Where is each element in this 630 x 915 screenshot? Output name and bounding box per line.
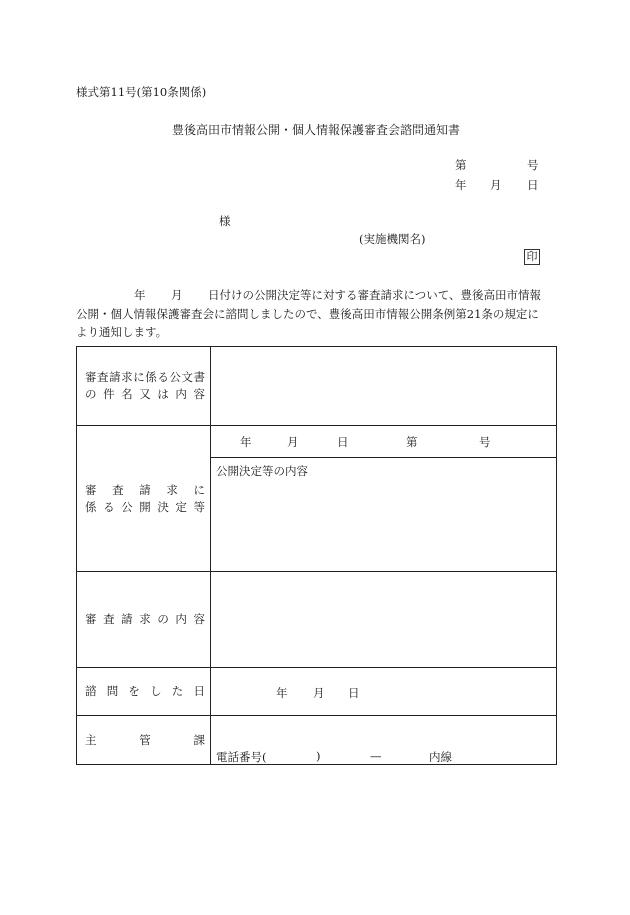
body-year: 年 [134, 288, 146, 302]
label-consultation-date-text: 諮問をした日 [85, 684, 205, 698]
label-document-subject [77, 347, 211, 426]
consultation-day: 日 [348, 685, 360, 700]
notice-table [76, 346, 557, 765]
row-document-subject [77, 347, 557, 426]
extension-label: 内線 [429, 749, 452, 764]
decision-day: 日 [337, 435, 349, 449]
label-disclosure-decision-line1: 審査請求に [85, 482, 205, 497]
body-month: 月 [171, 288, 183, 302]
body-line-1: 日付けの公開決定等に対する審査請求について、豊後高田市情報 [208, 288, 542, 302]
label-document-subject-line2: の件名又は内容 [85, 387, 205, 401]
phone-close-paren: ) [316, 748, 321, 763]
phone-dash: — [370, 748, 382, 763]
addressee-suffix: 様 [219, 214, 231, 228]
decision-year: 年 [240, 435, 252, 449]
row-request-content [77, 572, 557, 668]
decision-date-row[interactable] [211, 426, 556, 458]
number-go: 号 [527, 158, 539, 172]
label-department-text: 主管課 [85, 733, 205, 747]
label-request-content [77, 572, 211, 668]
phone-label: 電話番号( [216, 749, 267, 764]
label-consultation-date [77, 668, 211, 716]
value-document-subject[interactable] [211, 347, 557, 426]
decision-month: 月 [287, 435, 299, 449]
row-disclosure-decision [77, 426, 557, 572]
decision-content-label: 公開決定等の内容 [216, 464, 308, 478]
form-number: 様式第11号(第10条関係) [76, 85, 207, 99]
label-department [77, 716, 211, 765]
decision-go: 号 [479, 435, 491, 449]
number-dai: 第 [455, 158, 467, 172]
date-day: 日 [527, 178, 539, 192]
body-line-3: より通知します。 [76, 325, 168, 339]
decision-dai: 第 [406, 435, 418, 449]
value-consultation-date[interactable] [211, 668, 557, 716]
decision-content-area[interactable] [211, 458, 556, 571]
sender-agency-label: (実施機関名) [359, 232, 426, 246]
label-disclosure-decision-line2: 係る公開決定等 [85, 499, 205, 514]
label-document-subject-line1: 審査請求に係る公文書 [85, 370, 205, 384]
body-line-2: 公開・個人情報保護審査会に諮問しましたので、豊後高田市情報公開条例第21条の規定に [76, 307, 539, 321]
consultation-month: 月 [313, 685, 325, 700]
row-consultation-date [77, 668, 557, 716]
value-disclosure-decision [211, 426, 557, 572]
row-department [77, 716, 557, 765]
label-request-content-text: 審査請求の内容 [85, 612, 205, 626]
date-year: 年 [455, 178, 467, 192]
document-title: 豊後高田市情報公開・個人情報保護審査会諮問通知書 [172, 123, 461, 137]
value-request-content[interactable] [211, 572, 557, 668]
date-month: 月 [490, 178, 502, 192]
label-disclosure-decision [77, 426, 211, 572]
consultation-year: 年 [276, 685, 288, 700]
seal-stamp: 印 [524, 249, 540, 265]
value-department[interactable] [211, 716, 557, 765]
